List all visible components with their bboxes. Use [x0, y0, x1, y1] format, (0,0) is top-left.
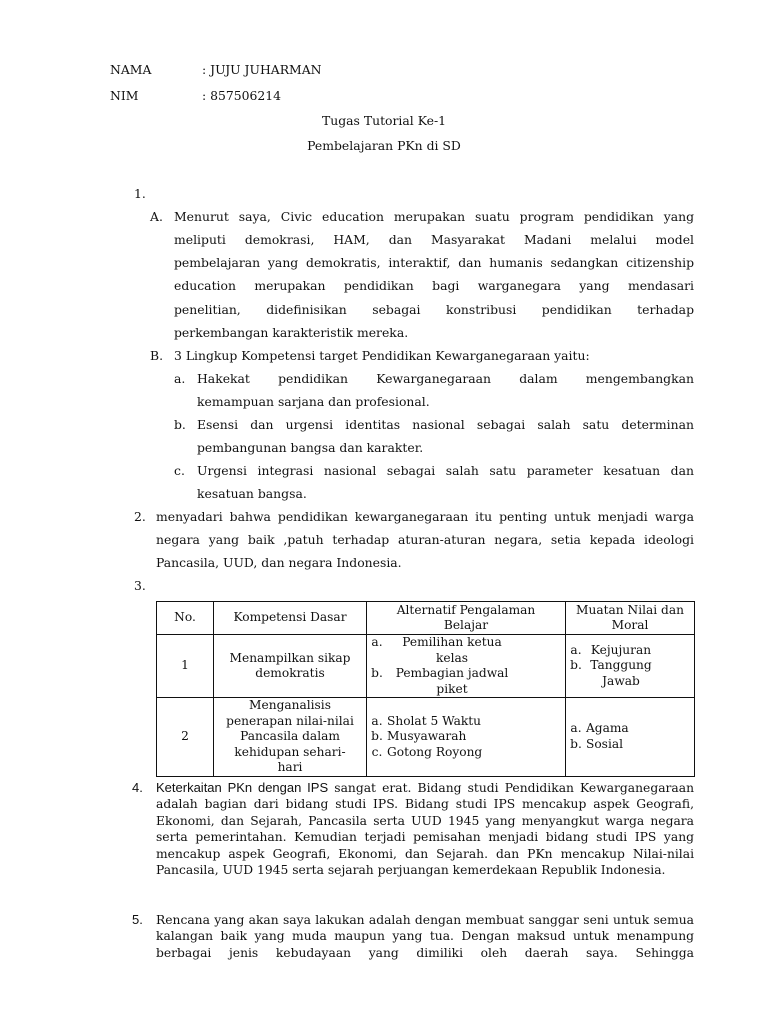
cell-no: 1: [157, 635, 214, 698]
q4-number: 4.: [132, 780, 143, 795]
header-pengalaman: Alternatif Pengalaman Belajar: [367, 602, 566, 635]
q1a-line: perkembangan karakteristik mereka.: [174, 325, 409, 340]
header-kompetensi: Kompetensi Dasar: [214, 602, 367, 635]
table-row: [157, 635, 695, 698]
q1a-line: penelitian, didefinisikan sebagai konstribusi pendidikan terhadap: [174, 302, 694, 317]
q4-lead: Keterkaitan PKn dengan IPS: [156, 780, 329, 795]
q1a-line: Menurut saya, Civic education merupakan suatu program pendidikan yang: [174, 209, 694, 224]
list-item: b. Tanggung Jawab: [570, 658, 652, 688]
q1b-text: 3 Lingkup Kompetensi target Pendidikan Kewarganegaraan yaitu:: [174, 348, 590, 363]
list-item: a. Kejujuran: [570, 642, 652, 657]
q2-line: negara yang baik ,patuh terhadap aturan-aturan negara, setia kepada ideologi: [156, 532, 694, 547]
list-item: a. Agama: [570, 721, 629, 736]
cell-muatan: [566, 698, 695, 777]
nama-value: : JUJU JUHARMAN: [202, 62, 322, 77]
q1-number: 1.: [134, 186, 146, 201]
q5-number: 5.: [132, 912, 143, 927]
doc-title: Tugas Tutorial Ke-1: [321, 113, 447, 128]
cell-pengalaman: [367, 635, 566, 698]
table-header-row: [157, 602, 695, 635]
q1b-item-line: pembangunan bangsa dan karakter.: [197, 440, 424, 455]
list-item: b. Pembagian jadwal piket: [371, 666, 509, 696]
list-item: b. Sosial: [570, 736, 624, 751]
list-item: a. Pemilihan ketua kelas: [371, 635, 502, 665]
q1b-item-marker: c.: [174, 463, 185, 478]
q1b-item-line: Esensi dan urgensi identitas nasional sebagai salah satu determinan: [197, 417, 694, 432]
q1b-item-line: Hakekat pendidikan Kewarganegaraan dalam mengembangkan: [197, 371, 694, 386]
q1b-item-line: kemampuan sarjana dan profesional.: [197, 394, 430, 409]
table-row: [157, 698, 695, 777]
q1b-item-line: kesatuan bangsa.: [197, 486, 307, 501]
q1b-item-line: Urgensi integrasi nasional sebagai salah satu parameter kesatuan dan: [197, 463, 694, 478]
q1a-line: meliputi demokrasi, HAM, dan Masyarakat Madani melalui model: [174, 232, 694, 247]
q4-text: sangat erat. Bidang studi Pendidikan Kewarganegaraan adalah bagian dari bidang studi IPS. Bidang studi IPS mencakup aspek Geografi, Ekonomi, dan Sejarah, Pancasila serta UUD 1945 yang menyangkut warga negara serta pemerintahan. Kemudian terjadi pemisahan menjadi bidang studi IPS yang mencakup aspek Geografi, Ekonomi, dan Sejarah. dan PKn mencakup Nilai-nilai Pancasila, UUD 1945 serta sejarah perjuangan kemerdekaan Republik Indonesia.: [156, 781, 694, 878]
q4-paragraph: [156, 780, 694, 878]
q2-line: menyadari bahwa pendidikan kewarganegaraan itu penting untuk menjadi warga: [156, 509, 694, 524]
q2-line: Pancasila, UUD, dan negara Indonesia.: [156, 555, 402, 570]
q1a-line: pembelajaran yang demokratis, interaktif, dan humanis sedangkan citizenship: [174, 255, 694, 270]
cell-kompetensi: Menampilkan sikap demokratis: [214, 635, 367, 698]
list-item: c. Gotong Royong: [371, 744, 483, 759]
nim-label: NIM: [110, 88, 139, 103]
cell-muatan: [566, 635, 695, 698]
cell-kompetensi: Menganalisis penerapan nilai-nilai Pancasila dalam kehidupan sehari-hari: [214, 698, 367, 777]
q1b-item-marker: a.: [174, 371, 186, 386]
list-item: a. Sholat 5 Waktu: [371, 713, 481, 728]
header-muatan: Muatan Nilai dan Moral: [566, 602, 695, 635]
q5-paragraph: Rencana yang akan saya lakukan adalah dengan membuat sanggar seni untuk semua kalangan baik yang muda maupun yang tua. Dengan maksud untuk menampung berbagai jenis kebudayaan yang dimiliki oleh daerah saya. Sehingga: [156, 913, 694, 960]
q3-number: 3.: [134, 578, 146, 593]
nim-value: : 857506214: [202, 88, 282, 103]
q1a-marker: A.: [150, 209, 163, 224]
doc-subtitle: Pembelajaran PKn di SD: [307, 138, 461, 153]
header-no: No.: [157, 602, 214, 635]
q1b-item-marker: b.: [174, 417, 186, 432]
q1a-line: education merupakan pendidikan bagi warganegara yang mendasari: [174, 278, 694, 293]
list-item: b. Musyawarah: [371, 729, 467, 743]
competency-table: [156, 601, 695, 777]
cell-pengalaman: [367, 698, 566, 777]
q2-number: 2.: [134, 509, 146, 524]
q1b-marker: B.: [150, 348, 164, 363]
nama-label: NAMA: [110, 62, 152, 77]
cell-no: 2: [157, 698, 214, 777]
